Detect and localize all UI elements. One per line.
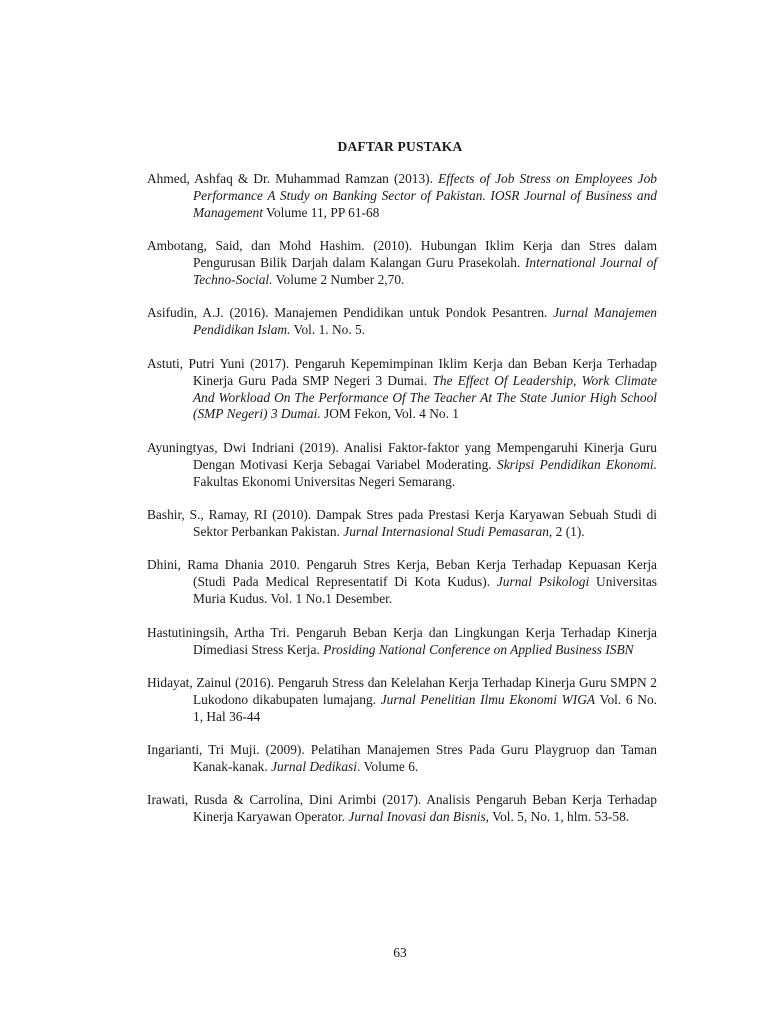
reference-text: Ingarianti, Tri Muji. (2009). Pelatihan Manajemen Stres Pada Guru Playgruop dan Taman Kanak-kanak. (147, 742, 657, 775)
reference-text: , Vol. 5, No. 1, hlm. 53-58. (485, 809, 630, 825)
reference-italic: Jurnal Psikologi (496, 574, 590, 590)
reference-text: Volume 2 Number 2,70. (272, 272, 405, 288)
reference-text: Asifudin, A.J. (2016). Manajemen Pendidikan untuk Pondok Pesantren. (147, 305, 554, 321)
reference-entry (147, 792, 657, 826)
reference-italic: Jurnal Internasional Studi Pemasaran, (343, 524, 553, 539)
reference-text: Volume 11, PP 61-68 (262, 204, 380, 220)
reference-italic: International Journal of Techno-Social. (193, 255, 658, 288)
reference-text: Ahmed, Ashfaq & Dr. Muhammad Ramzan (2013). (147, 171, 439, 186)
reference-text: 2 (1). (552, 524, 585, 539)
reference-entry (147, 440, 657, 491)
reference-entry (147, 507, 657, 541)
reference-entry (147, 675, 657, 726)
reference-italic: Skripsi Pendidikan Ekonomi. (497, 456, 657, 472)
reference-entry (147, 557, 657, 608)
reference-entry (147, 625, 657, 659)
reference-entry (147, 742, 657, 776)
reference-text: Hastutiningsih, Artha Tri. Pengaruh Beban Kerja dan Lingkungan Kerja Terhadap Kinerja Dimediasi Stress Kerja. (147, 624, 657, 657)
page-title: DAFTAR PUSTAKA (337, 139, 463, 154)
reference-text: Ayuningtyas, Dwi Indriani (2019). Analisi Faktor-faktor yang Mempengaruhi Kinerja Guru Dengan Motivasi Kerja Sebagai Variabel Moderating. (147, 439, 657, 472)
reference-text: Ambotang, Said, dan Mohd Hashim. (2010). Hubungan Iklim Kerja dan Stres dalam Pengurusan Bilik Darjah dalam Kalangan Guru Prasekolah. (147, 238, 657, 271)
reference-text: Fakultas Ekonomi Universitas Negeri Semarang. (193, 473, 456, 489)
page-number: 63 (393, 945, 407, 960)
reference-italic: Jurnal Penelitian Ilmu Ekonomi WIGA (380, 691, 596, 707)
reference-text: Vol. 1. No. 5. (290, 322, 366, 338)
reference-text: Vol. 6 No. 1, Hal 36-44 (193, 691, 657, 724)
reference-text: Universitas Muria Kudus. Vol. 1 No.1 Desember. (193, 574, 658, 607)
reference-italic: Jurnal Dedikasi (271, 759, 357, 775)
reference-text: Bashir, S., Ramay, RI (2010). Dampak Stres pada Prestasi Kerja Karyawan Sebuah Studi di Sektor Perbankan Pakistan. (147, 507, 657, 539)
reference-entry (147, 171, 657, 222)
reference-italic: Effects of Job Stress on Employees Job Performance A Study on Banking Sector of Pakistan. IOSR Journal of Business and Management (193, 171, 657, 220)
reference-text: Dhini, Rama Dhania 2010. Pengaruh Stres Kerja, Beban Kerja Terhadap Kepuasan Kerja (Studi Pada Medical Representatif Di Kota Kudus). (147, 557, 657, 590)
reference-text: Irawati, Rusda & Carrolina, Dini Arimbi (2017). Analisis Pengaruh Beban Kerja Terhadap Kinerja Karyawan Operator. (147, 792, 657, 825)
reference-entry (147, 305, 657, 339)
reference-italic: Jurnal Inovasi dan Bisnis (348, 809, 486, 825)
reference-text: Astuti, Putri Yuni (2017). Pengaruh Kepemimpinan Iklim Kerja dan Beban Kerja Terhadap Kinerja Guru Pada SMP Negeri 3 Dumai. (147, 355, 657, 388)
reference-text: . Volume 6. (357, 759, 419, 775)
reference-italic: The Effect Of Leadership, Work Climate And Workload On The Performance Of The Teacher At The State Junior High School (SMP Negeri) 3 Dumai. (193, 372, 657, 422)
reference-italic: Jurnal Manajemen Pendidikan Islam. (193, 305, 657, 338)
reference-text: JOM Fekon, Vol. 4 No. 1 (320, 406, 459, 422)
reference-entry (147, 356, 657, 424)
reference-text: Hidayat, Zainul (2016). Pengaruh Stress dan Kelelahan Kerja Terhadap Kinerja Guru SMPN 2 Lukodono dikabupaten lumajang. (147, 674, 657, 707)
reference-list (147, 171, 657, 843)
reference-italic: Prosiding National Conference on Applied Business ISBN (323, 641, 634, 657)
reference-entry (147, 238, 657, 289)
